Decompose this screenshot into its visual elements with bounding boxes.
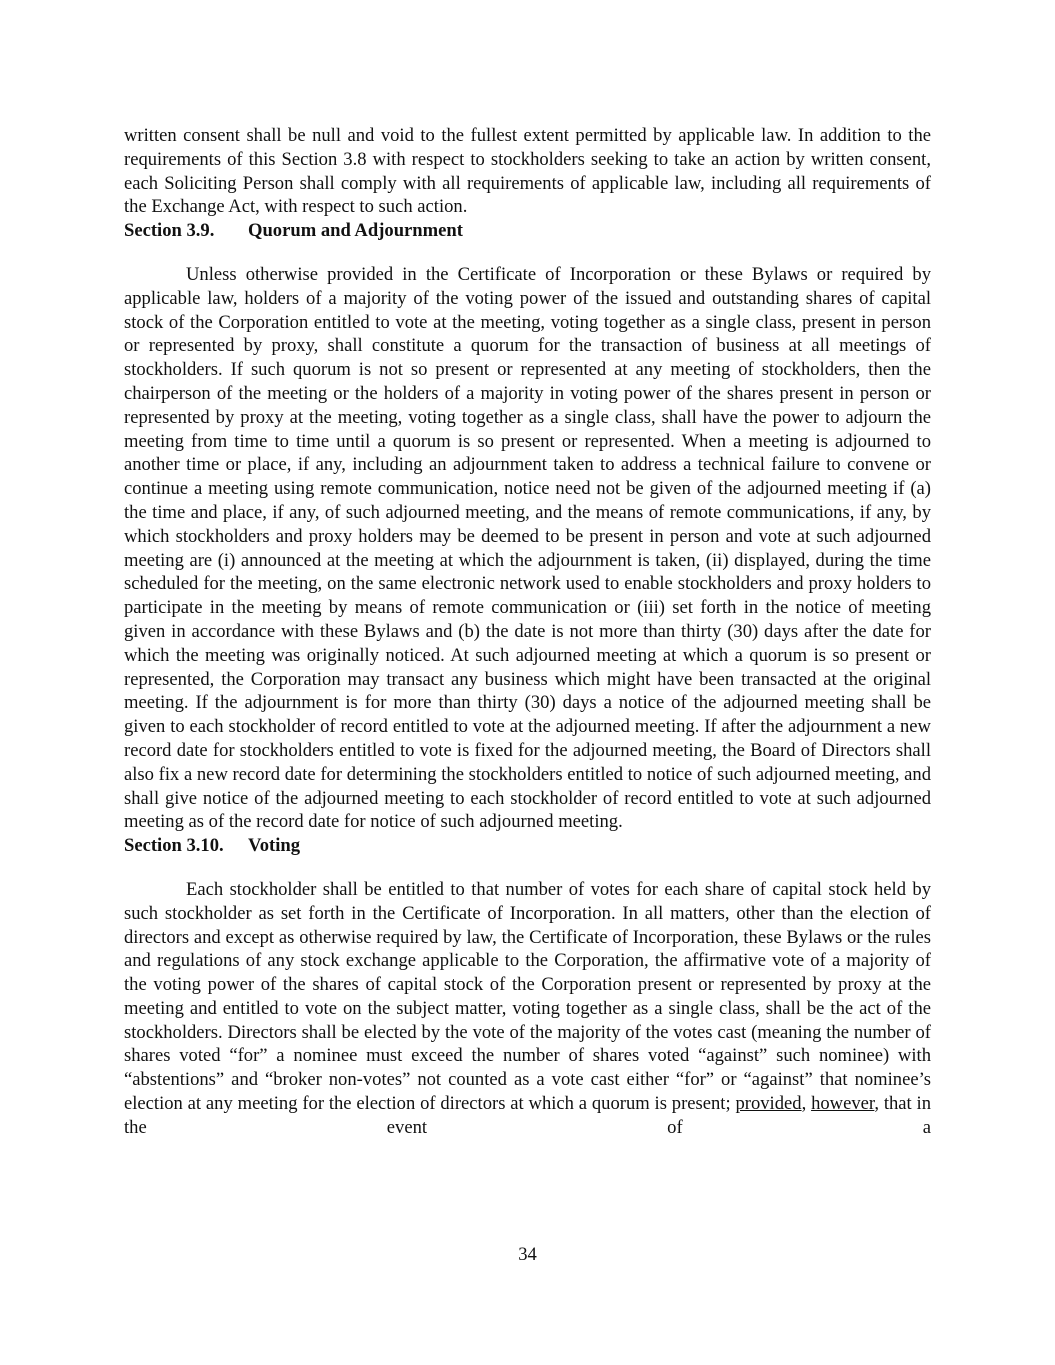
section-3-10-body — [124, 878, 931, 1140]
provided-term: provided — [735, 1093, 802, 1115]
intro-paragraph: written consent shall be null and void to the fullest extent permitted by applicable law. In addition to the requirements of this Section 3.8 with respect to stockholders seeking to take an action by written consent, each Soliciting Person shall comply with all requirements of applicable law, including all requirements of the Exchange Act, with respect to such action. — [124, 125, 931, 218]
section-3-10-body-main: Each stockholder shall be entitled to that number of votes for each share of capital stock held by such stockholder as set forth in the Certificate of Incorporation. In all matters, other than the election of directors and except as otherwise required by law, the Certificate of Incorporation, these Bylaws or the rules and regulations of any stock exchange applicable to the Corporation, the affirmative vote of a majority of the voting power of the shares of capital stock of the Corporation present or represented by proxy at the meeting and entitled to vote on the subject matter, voting together as a single class, shall be the act of the stockholders. Directors shall be elected by the vote of the majority of the votes cast (meaning the number of shares voted “for” a nominee must exceed the number of shares voted “against” such nominee) with “abstentions” and “broker non-votes” not counted as a vote cast either “for” or “against” that nominee’s election at any meeting for the election of directors at which a quorum is present; — [124, 878, 931, 1115]
however-term: however — [811, 1093, 875, 1115]
document-page — [124, 124, 931, 1140]
section-3-9-body: Unless otherwise provided in the Certificate of Incorporation or these Bylaws or required by applicable law, holders of a majority of the voting power of the issued and outstanding shares of capital stock of the Corporation entitled to vote at the meeting, voting together as a single class, present in person or represented by proxy, shall constitute a quorum for the transaction of business at all meetings of stockholders. If such quorum is not so present or represented at any meeting of stockholders, then the chairperson of the meeting or the holders of a majority in voting power of the shares present in person or represented by proxy at the meeting, voting together as a single class, shall have the power to adjourn the meeting from time to time until a quorum is so present or represented. When a meeting is adjourned to another time or place, if any, including an adjournment taken to address a technical failure to convene or continue a meeting using remote communication, notice need not be given of the adjourned meeting if (a) the time and place, if any, of such adjourned meeting, and the means of remote communications, if any, by which stockholders and proxy holders may be deemed to be present in person and vote at such adjourned meeting are (i) announced at the meeting at which the adjournment is taken, (ii) displayed, during the time scheduled for the meeting, on the same electronic network used to enable stockholders and proxy holders to participate in the meeting by means of remote communication or (iii) set forth in the notice of meeting given in accordance with these Bylaws and (b) the date is not more than thirty (30) days after the date for which the meeting was originally noticed. At such adjourned meeting at which a quorum is so present or represented, the Corporation may transact any business which might have been transacted at the original meeting. If the adjournment is for more than thirty (30) days a notice of the adjourned meeting shall be given to each stockholder of record entitled to vote at the adjourned meeting. If after the adjournment a new record date for stockholders entitled to vote is fixed for the adjourned meeting, the Board of Directors shall also fix a new record date for determining the stockholders entitled to notice of such adjourned meeting, and shall give notice of the adjourned meeting to each stockholder of record entitled to vote at such adjourned meeting as of the record date for notice of such adjourned meeting. — [124, 263, 931, 833]
separator-comma: , — [801, 1093, 812, 1115]
section-3-9-title: Quorum and Adjournment — [248, 220, 463, 242]
section-3-10-title: Voting — [248, 835, 301, 857]
section-3-10-number: Section 3.10. — [124, 835, 224, 857]
section-3-10-body-tail: , that in the event of a — [124, 1093, 931, 1138]
page-number: 34 — [518, 1244, 537, 1265]
section-3-9-heading — [124, 219, 931, 243]
section-3-9-number: Section 3.9. — [124, 220, 215, 242]
section-3-10-heading — [124, 834, 931, 858]
